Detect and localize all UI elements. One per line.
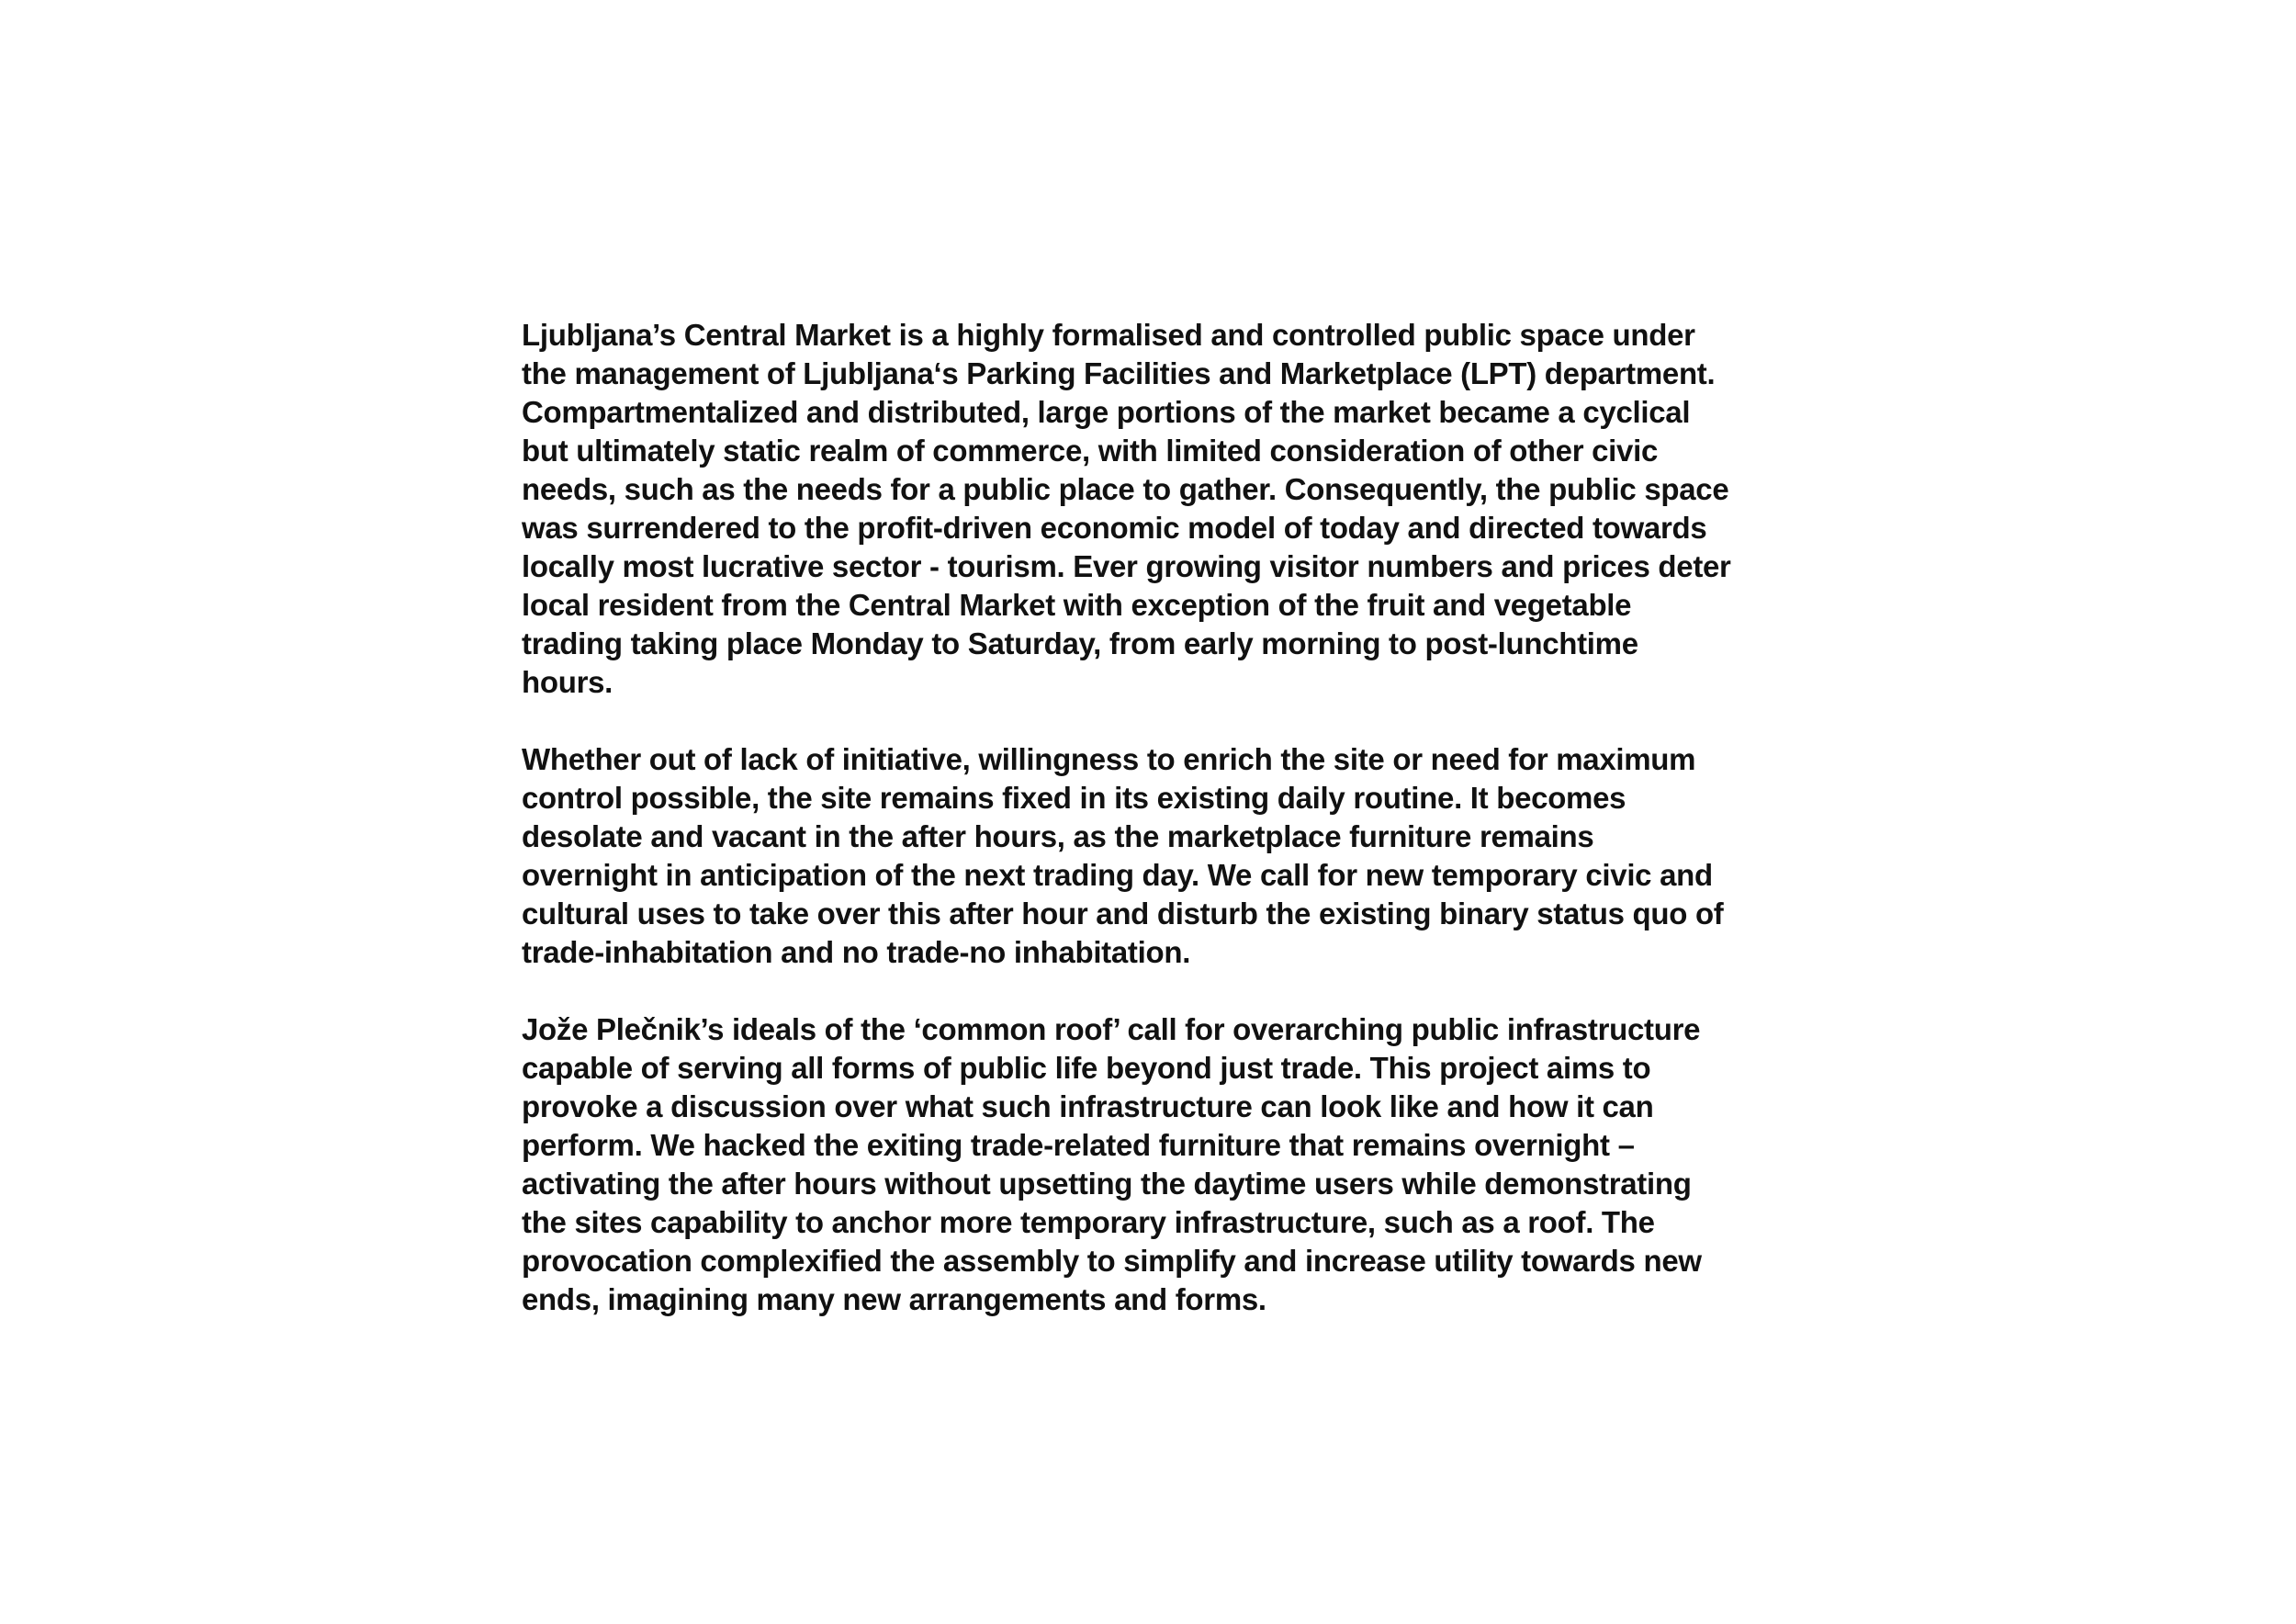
text-line: trade-inhabitation and no trade-no inhabitation. [522,935,1191,969]
text-line: control possible, the site remains fixed in its existing daily routine. It becomes [522,781,1626,815]
paragraph-2 [522,740,1807,972]
text-line: needs, such as the needs for a public place to gather. Consequently, the public space [522,472,1729,506]
text-line: ends, imagining many new arrangements and forms. [522,1282,1266,1316]
text-line: perform. We hacked the exiting trade-related furniture that remains overnight – [522,1128,1635,1162]
text-line: Compartmentalized and distributed, large portions of the market became a cyclical [522,395,1691,429]
paragraph-3 [522,1010,1807,1319]
text-line: but ultimately static realm of commerce, with limited consideration of other civic [522,434,1659,468]
text-line: provoke a discussion over what such infrastructure can look like and how it can [522,1089,1654,1123]
text-line: hours. [522,665,613,699]
text-line: desolate and vacant in the after hours, as the marketplace furniture remains [522,819,1594,853]
text-line: was surrendered to the profit-driven economic model of today and directed towards [522,511,1707,545]
text-line: Whether out of lack of initiative, willingness to enrich the site or need for maximum [522,742,1696,776]
text-line: overnight in anticipation of the next trading day. We call for new temporary civic and [522,858,1713,892]
text-line: Jože Plečnik’s ideals of the ‘common roof’ call for overarching public infrastructure [522,1012,1701,1046]
paragraph-1 [522,316,1807,702]
text-line: activating the after hours without upsetting the daytime users while demonstrating [522,1167,1692,1201]
text-line: cultural uses to take over this after hour and disturb the existing binary status quo of [522,897,1724,930]
text-line: the management of Ljubljana‘s Parking Facilities and Marketplace (LPT) department. [522,356,1716,390]
text-line: locally most lucrative sector - tourism. Ever growing visitor numbers and prices deter [522,549,1731,583]
text-line: the sites capability to anchor more temporary infrastructure, such as a roof. The [522,1205,1655,1239]
text-line: provocation complexified the assembly to simplify and increase utility towards new [522,1244,1702,1278]
text-line: trading taking place Monday to Saturday, from early morning to post-lunchtime [522,626,1638,660]
body-text [522,316,1807,1319]
text-line: capable of serving all forms of public life beyond just trade. This project aims to [522,1051,1651,1085]
text-line: Ljubljana’s Central Market is a highly formalised and controlled public space under [522,318,1695,352]
text-line: local resident from the Central Market with exception of the fruit and vegetable [522,588,1632,622]
